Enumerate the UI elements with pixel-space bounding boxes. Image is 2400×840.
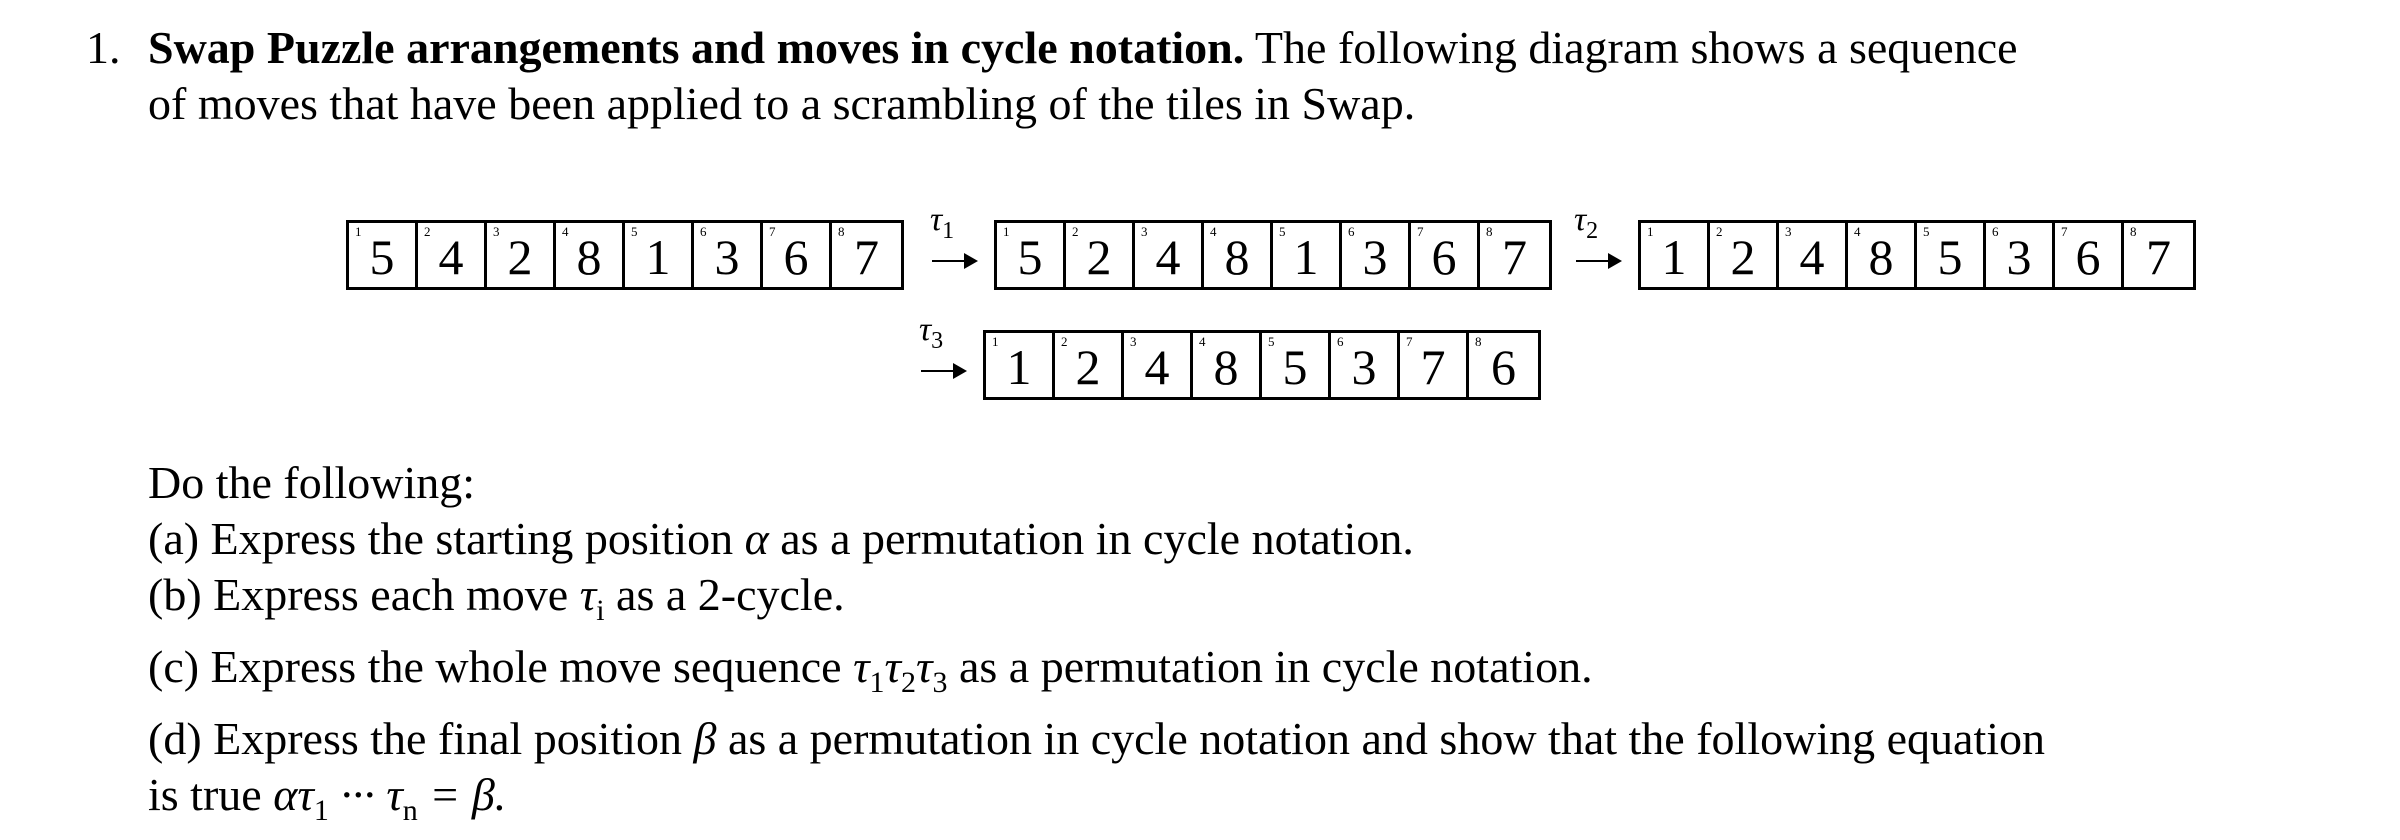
intro-line2: of moves that have been applied to a scrambling of the tiles in Swap. bbox=[148, 78, 1416, 129]
tile-position-label: 7 bbox=[2061, 224, 2068, 239]
tile-value: 6 bbox=[783, 229, 809, 285]
tile bbox=[1193, 333, 1262, 397]
tile bbox=[2055, 223, 2124, 287]
arrangement-after-t3 bbox=[983, 330, 1541, 400]
tile-position-label: 3 bbox=[493, 224, 500, 239]
tile-value: 4 bbox=[1155, 229, 1181, 285]
tile-value: 2 bbox=[507, 229, 533, 285]
diagram-row-1 bbox=[346, 201, 2196, 290]
tile-position-label: 4 bbox=[562, 224, 569, 239]
tile-value: 4 bbox=[1144, 339, 1170, 395]
arrow-head bbox=[964, 253, 978, 269]
tile bbox=[1641, 223, 1710, 287]
tile-value: 8 bbox=[1868, 229, 1894, 285]
tile-value: 4 bbox=[438, 229, 464, 285]
tile bbox=[1124, 333, 1193, 397]
task-heading: Do the following: bbox=[148, 457, 476, 508]
tile-position-label: 2 bbox=[1061, 334, 1068, 349]
arrangement-start bbox=[346, 220, 904, 290]
tile-value: 7 bbox=[854, 229, 879, 285]
tile-value: 1 bbox=[1006, 339, 1032, 395]
tile bbox=[349, 223, 418, 287]
tile-position-label: 2 bbox=[1072, 224, 1079, 239]
tile-value: 4 bbox=[1799, 229, 1825, 285]
tile-position-label: 8 bbox=[838, 224, 845, 239]
tile bbox=[1400, 333, 1469, 397]
tile bbox=[418, 223, 487, 287]
tile-value: 1 bbox=[1661, 229, 1687, 285]
tile-value: 6 bbox=[1491, 339, 1516, 395]
tile bbox=[986, 333, 1055, 397]
tile-value: 2 bbox=[1730, 229, 1756, 285]
tile-position-label: 7 bbox=[769, 224, 776, 239]
tile-value: 8 bbox=[576, 229, 602, 285]
problem-title: Swap Puzzle arrangements and moves in cycle notation. bbox=[148, 22, 1245, 73]
diagram-row-2 bbox=[913, 311, 1541, 400]
tile bbox=[1055, 333, 1124, 397]
tile bbox=[1779, 223, 1848, 287]
tile-position-label: 6 bbox=[700, 224, 707, 239]
tile bbox=[1273, 223, 1342, 287]
tile-position-label: 6 bbox=[1348, 224, 1355, 239]
tile-value: 3 bbox=[714, 229, 740, 285]
arrangement-after-t1 bbox=[994, 220, 1552, 290]
tile-position-label: 2 bbox=[1716, 224, 1723, 239]
task-d-equation-line: is true $\alpha\tau_1$ ··· $\tau_n = \beta$. bbox=[148, 769, 507, 828]
tile-value: 7 bbox=[1502, 229, 1527, 285]
move-label-2: $\tau_2$ bbox=[1574, 201, 1599, 244]
task-list bbox=[148, 455, 2388, 840]
tile bbox=[1262, 333, 1331, 397]
task-b: (b) Express each move $\tau_i$ as a 2-cycle. bbox=[148, 569, 845, 628]
task-d: (d) Express the final position β as a permutation in cycle notation and show that the following equation bbox=[148, 713, 2046, 765]
tile bbox=[1204, 223, 1273, 287]
tile bbox=[832, 223, 901, 287]
tile-value: 6 bbox=[1431, 229, 1457, 285]
tile-position-label: 3 bbox=[1130, 334, 1137, 349]
tile-value: 1 bbox=[645, 229, 671, 285]
tile bbox=[1342, 223, 1411, 287]
tile-value: 3 bbox=[1362, 229, 1388, 285]
tile bbox=[2124, 223, 2193, 287]
move-arrow-1 bbox=[924, 201, 994, 290]
tile bbox=[1710, 223, 1779, 287]
tile bbox=[556, 223, 625, 287]
tile bbox=[1331, 333, 1400, 397]
tile-position-label: 8 bbox=[1475, 334, 1482, 349]
tile-position-label: 2 bbox=[424, 224, 431, 239]
tile-position-label: 3 bbox=[1785, 224, 1792, 239]
task-a: (a) Express the starting position α as a permutation in cycle notation. bbox=[148, 513, 1414, 564]
tile-position-label: 7 bbox=[1406, 334, 1413, 349]
tile-value: 7 bbox=[2146, 229, 2171, 285]
tile bbox=[487, 223, 556, 287]
tile-value: 8 bbox=[1213, 339, 1239, 395]
tile-position-label: 5 bbox=[1279, 224, 1286, 239]
move-arrow-2 bbox=[1568, 201, 1638, 290]
tile bbox=[997, 223, 1066, 287]
tile-position-label: 5 bbox=[631, 224, 638, 239]
tile-value: 2 bbox=[1086, 229, 1112, 285]
tile-value: 5 bbox=[1937, 229, 1963, 285]
tile-value: 5 bbox=[1017, 229, 1043, 285]
tile-position-label: 4 bbox=[1199, 334, 1206, 349]
tile-value: 6 bbox=[2075, 229, 2101, 285]
tile bbox=[1411, 223, 1480, 287]
problem-number: 1. bbox=[86, 22, 121, 73]
tile-value: 3 bbox=[1351, 339, 1377, 395]
tile-position-label: 1 bbox=[992, 334, 999, 349]
intro-line1-rest: The following diagram shows a sequence bbox=[1244, 22, 2018, 73]
tile bbox=[1848, 223, 1917, 287]
tile-position-label: 1 bbox=[1647, 224, 1654, 239]
tile bbox=[694, 223, 763, 287]
task-c: (c) Express the whole move sequence $\tau_1\tau_2\tau_3$ as a permutation in cycle notation. bbox=[148, 641, 1593, 700]
tile-value: 5 bbox=[1282, 339, 1308, 395]
arrangement-after-t2 bbox=[1638, 220, 2196, 290]
tile-position-label: 1 bbox=[355, 224, 362, 239]
tile-value: 3 bbox=[2006, 229, 2032, 285]
tile-position-label: 4 bbox=[1854, 224, 1861, 239]
tile-position-label: 8 bbox=[2130, 224, 2137, 239]
tile-position-label: 8 bbox=[1486, 224, 1493, 239]
tile bbox=[1135, 223, 1204, 287]
tile-position-label: 6 bbox=[1337, 334, 1344, 349]
tile bbox=[625, 223, 694, 287]
tile-position-label: 7 bbox=[1417, 224, 1424, 239]
tile bbox=[763, 223, 832, 287]
tile bbox=[1066, 223, 1135, 287]
tile-position-label: 6 bbox=[1992, 224, 1999, 239]
tile-value: 7 bbox=[1420, 339, 1446, 395]
move-label-3: $\tau_3$ bbox=[919, 311, 944, 354]
tile bbox=[1986, 223, 2055, 287]
tile-position-label: 5 bbox=[1923, 224, 1930, 239]
arrow-head bbox=[953, 363, 967, 379]
tile bbox=[1469, 333, 1538, 397]
tile-position-label: 1 bbox=[1003, 224, 1010, 239]
tile-value: 2 bbox=[1075, 339, 1101, 395]
tile-value: 1 bbox=[1293, 229, 1319, 285]
tile-position-label: 5 bbox=[1268, 334, 1275, 349]
tile bbox=[1917, 223, 1986, 287]
tile bbox=[1480, 223, 1549, 287]
move-label-1: $\tau_1$ bbox=[930, 201, 955, 244]
tile-position-label: 3 bbox=[1141, 224, 1148, 239]
problem-intro bbox=[148, 20, 2388, 132]
tile-position-label: 4 bbox=[1210, 224, 1217, 239]
arrow-head bbox=[1608, 253, 1622, 269]
move-arrow-3 bbox=[913, 311, 983, 400]
tile-value: 8 bbox=[1224, 229, 1250, 285]
tile-value: 5 bbox=[369, 229, 395, 285]
